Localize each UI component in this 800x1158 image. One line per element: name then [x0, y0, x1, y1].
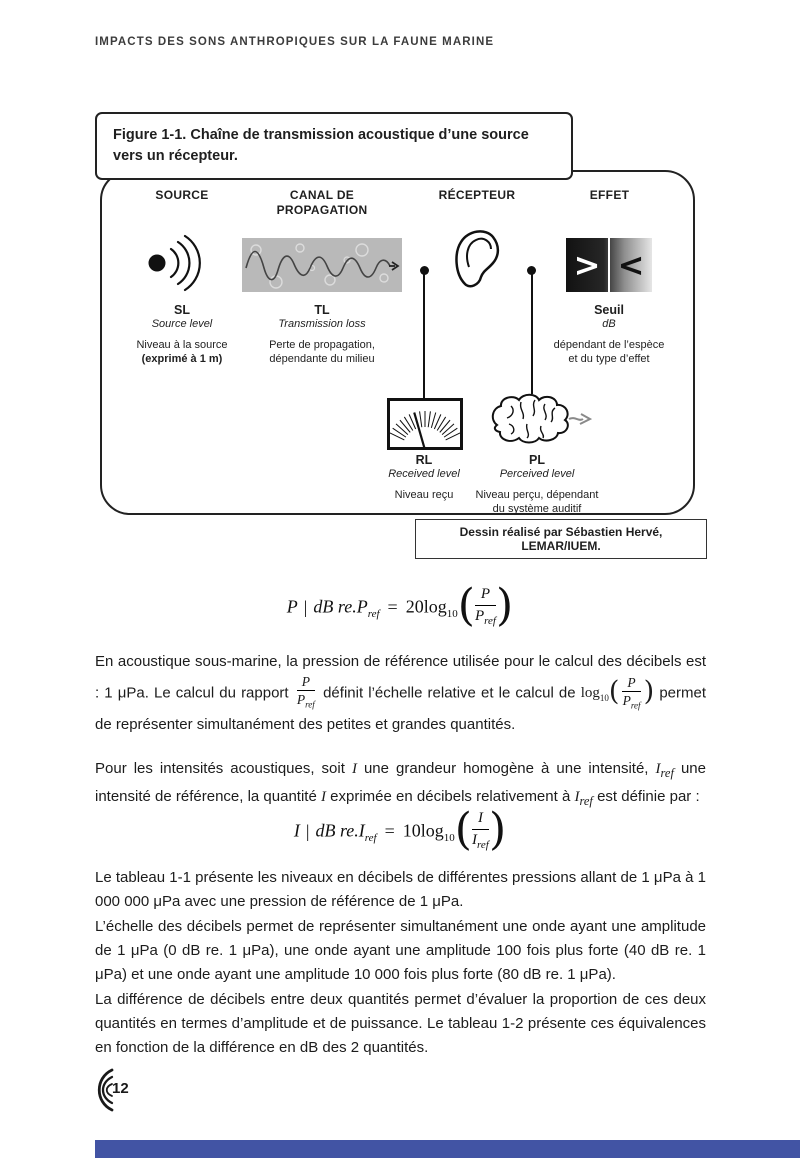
log-text-2: log	[420, 820, 444, 841]
paragraph-reference-pressure	[95, 650, 706, 737]
received-abbr: RL	[415, 453, 433, 467]
inline-log-den-p: P	[622, 692, 631, 708]
paragraph-decibel-difference: La différence de décibels entre deux quantités permet d’évaluer la proportion de ces deux quantités en termes d’amplitude et de puissance. Le tableau 1-2 présente ces équivalences en fonction de la différence en dB des 2 quantités.	[95, 991, 706, 1056]
coefficient-20: 20	[405, 596, 424, 617]
effet-label-block	[539, 304, 679, 366]
sound-source-icon	[147, 234, 217, 297]
db-re-text: dB re.	[313, 596, 357, 617]
level-meter-icon	[387, 398, 463, 455]
source-subtitle: Source level	[151, 317, 213, 330]
db-re-text-2: dB re.	[315, 820, 359, 841]
received-subtitle: Received level	[388, 467, 460, 480]
var-iref-2	[574, 789, 593, 808]
p2-text-b: une grandeur homogène à une intensité,	[363, 760, 649, 777]
canal-label-block	[252, 304, 392, 366]
figure-caption-box	[95, 112, 573, 180]
paragraph-intensity-definition	[95, 757, 706, 813]
var-iref-1-base: I	[655, 761, 661, 777]
fraction-denominator-i: I	[472, 832, 478, 848]
var-iref-2-base: I	[574, 789, 580, 805]
fraction-denominator-p: P	[474, 608, 485, 624]
source-abbr: SL	[174, 303, 190, 317]
pipe-symbol: |	[303, 596, 308, 617]
equals-sign-2: =	[384, 820, 395, 841]
formula-var-p: P	[286, 596, 298, 617]
perceived-desc-line2: du système auditif	[492, 502, 582, 515]
equals-sign: =	[387, 596, 398, 617]
ear-icon	[452, 227, 502, 298]
inline-log-den-sub: ref	[630, 700, 641, 711]
propagation-wave-icon	[242, 238, 402, 297]
inline-log-num-p: P	[622, 675, 640, 692]
inline-log-text: log	[580, 685, 600, 702]
p1-text-a: En acoustique sous-marine, la pression de référence utilisée pour le calcul des décibels est : 1 μPa. Le calcul du rapport	[95, 653, 706, 702]
inline-log-base: 10	[599, 693, 609, 704]
left-paren-2: (	[454, 803, 472, 855]
ref-var-i: I	[358, 820, 365, 841]
page-number: 12	[112, 1080, 129, 1097]
p2-text-a: Pour les intensités acoustiques, soit	[95, 760, 345, 777]
source-label-block	[112, 304, 252, 366]
brain-icon	[487, 392, 592, 452]
p1-text-b: définit l’échelle relative et le calcul de	[323, 684, 576, 702]
p2-text-d: exprimée en décibels relativement à	[330, 788, 571, 805]
source-desc-line1: Niveau à la source	[136, 339, 228, 351]
received-desc: Niveau reçu	[394, 489, 454, 501]
var-i-1: I	[351, 761, 357, 777]
column-header-recepteur: RÉCEPTEUR	[438, 188, 516, 202]
fraction-numerator-p: P	[480, 586, 491, 602]
column-header-source: SOURCE	[155, 188, 209, 202]
effect-threshold-graphic	[566, 238, 652, 292]
log-text: log	[423, 596, 447, 617]
p2-text-e: est définie par :	[597, 788, 700, 805]
var-iref-1-sub: ref	[660, 766, 674, 780]
effet-desc-line1: dépendant de l’espèce	[553, 339, 665, 351]
perceived-label-block	[462, 454, 612, 516]
inline-log-fraction	[622, 675, 640, 714]
figure-diagram	[100, 170, 695, 515]
greater-than-symbol: >	[573, 246, 601, 284]
paragraph-table-1-1: Le tableau 1-1 présente les niveaux en décibels de différentes pressions allant de 1 μPa à 1 000 000 μPa avec une pression de référence de 1 μPa.	[95, 869, 706, 910]
wave-logo-icon	[90, 1068, 114, 1117]
inline-num-p: P	[297, 674, 315, 691]
perceived-subtitle: Perceived level	[499, 467, 575, 480]
formula-intensity	[0, 803, 800, 855]
left-paren: (	[457, 579, 475, 631]
formula-pressure	[0, 579, 800, 631]
figure-title: Chaîne de transmission acoustique d’une source vers un récepteur.	[113, 127, 529, 164]
right-paren-2: )	[488, 803, 507, 855]
effet-desc-line2: et du type d’effet	[568, 352, 650, 365]
p2-text-c: une intensité de référence, la quantité	[95, 760, 706, 805]
pipe-symbol-2: |	[305, 820, 310, 841]
perceived-desc-line1: Niveau perçu, dépendant	[475, 489, 599, 501]
intensity-fraction	[472, 810, 489, 851]
coefficient-10: 10	[402, 820, 421, 841]
canal-desc-line1: Perte de propagation,	[269, 339, 375, 351]
effet-abbr: Seuil	[594, 303, 624, 317]
effet-subtitle: dB	[602, 317, 616, 330]
fraction-denominator-sub: ref	[484, 615, 496, 627]
log-base-10-2: 10	[443, 832, 455, 845]
var-iref-1	[655, 761, 674, 780]
inline-den-p: P	[296, 692, 306, 707]
figure-label: Figure 1-1.	[113, 127, 187, 143]
pressure-fraction	[475, 586, 496, 627]
receiver-connector-line	[423, 272, 425, 398]
canal-subtitle: Transmission loss	[278, 317, 366, 330]
log-base-10: 10	[446, 608, 458, 621]
inline-log-expression	[580, 674, 655, 711]
inline-right-paren: )	[643, 675, 655, 707]
canal-abbr: TL	[314, 303, 330, 317]
paragraph-decibel-scale: L’échelle des décibels permet de représenter simultanément une onde ayant une amplitude de 1 μPa (0 dB re. 1 μPa), une onde ayant une amplitude 100 fois plus forte (40 dB re. 1 μPa) et une onde ayant une amplitude 10 000 fois plus forte (80 dB re. 1 μPa).	[95, 918, 706, 983]
fraction-denominator-sub-i: ref	[477, 839, 489, 851]
perceived-abbr: PL	[529, 453, 545, 467]
fraction-numerator-i: I	[477, 810, 483, 826]
right-paren: )	[496, 579, 514, 631]
figure-credit: Dessin réalisé par Sébastien Hervé, LEMAR/IUEM.	[415, 519, 707, 559]
p1-text-c: permet de représenter simultanément des petites et grandes quantités.	[95, 684, 707, 734]
footer-accent-bar	[95, 1140, 800, 1158]
column-header-canal: CANAL DE PROPAGATION	[276, 188, 368, 217]
perception-connector-line	[531, 272, 533, 394]
ref-subscript-2: ref	[364, 832, 377, 845]
inline-left-paren: (	[608, 675, 620, 707]
less-than-symbol: <	[617, 246, 645, 284]
page-number-block	[90, 1068, 150, 1114]
inline-den-sub: ref	[305, 699, 315, 710]
var-i-2: I	[321, 789, 326, 805]
ref-subscript: ref	[367, 608, 380, 621]
column-header-effet: EFFET	[589, 188, 630, 202]
var-iref-2-sub: ref	[579, 794, 593, 808]
source-desc-line2: (exprimé à 1 m)	[141, 352, 223, 365]
canal-desc-line2: dépendante du milieu	[269, 352, 375, 365]
inline-pressure-fraction	[297, 674, 315, 713]
running-header: IMPACTS DES SONS ANTHROPIQUES SUR LA FAUNE MARINE	[95, 36, 495, 48]
ref-var-p: P	[356, 596, 368, 617]
formula-var-i: I	[293, 820, 300, 841]
